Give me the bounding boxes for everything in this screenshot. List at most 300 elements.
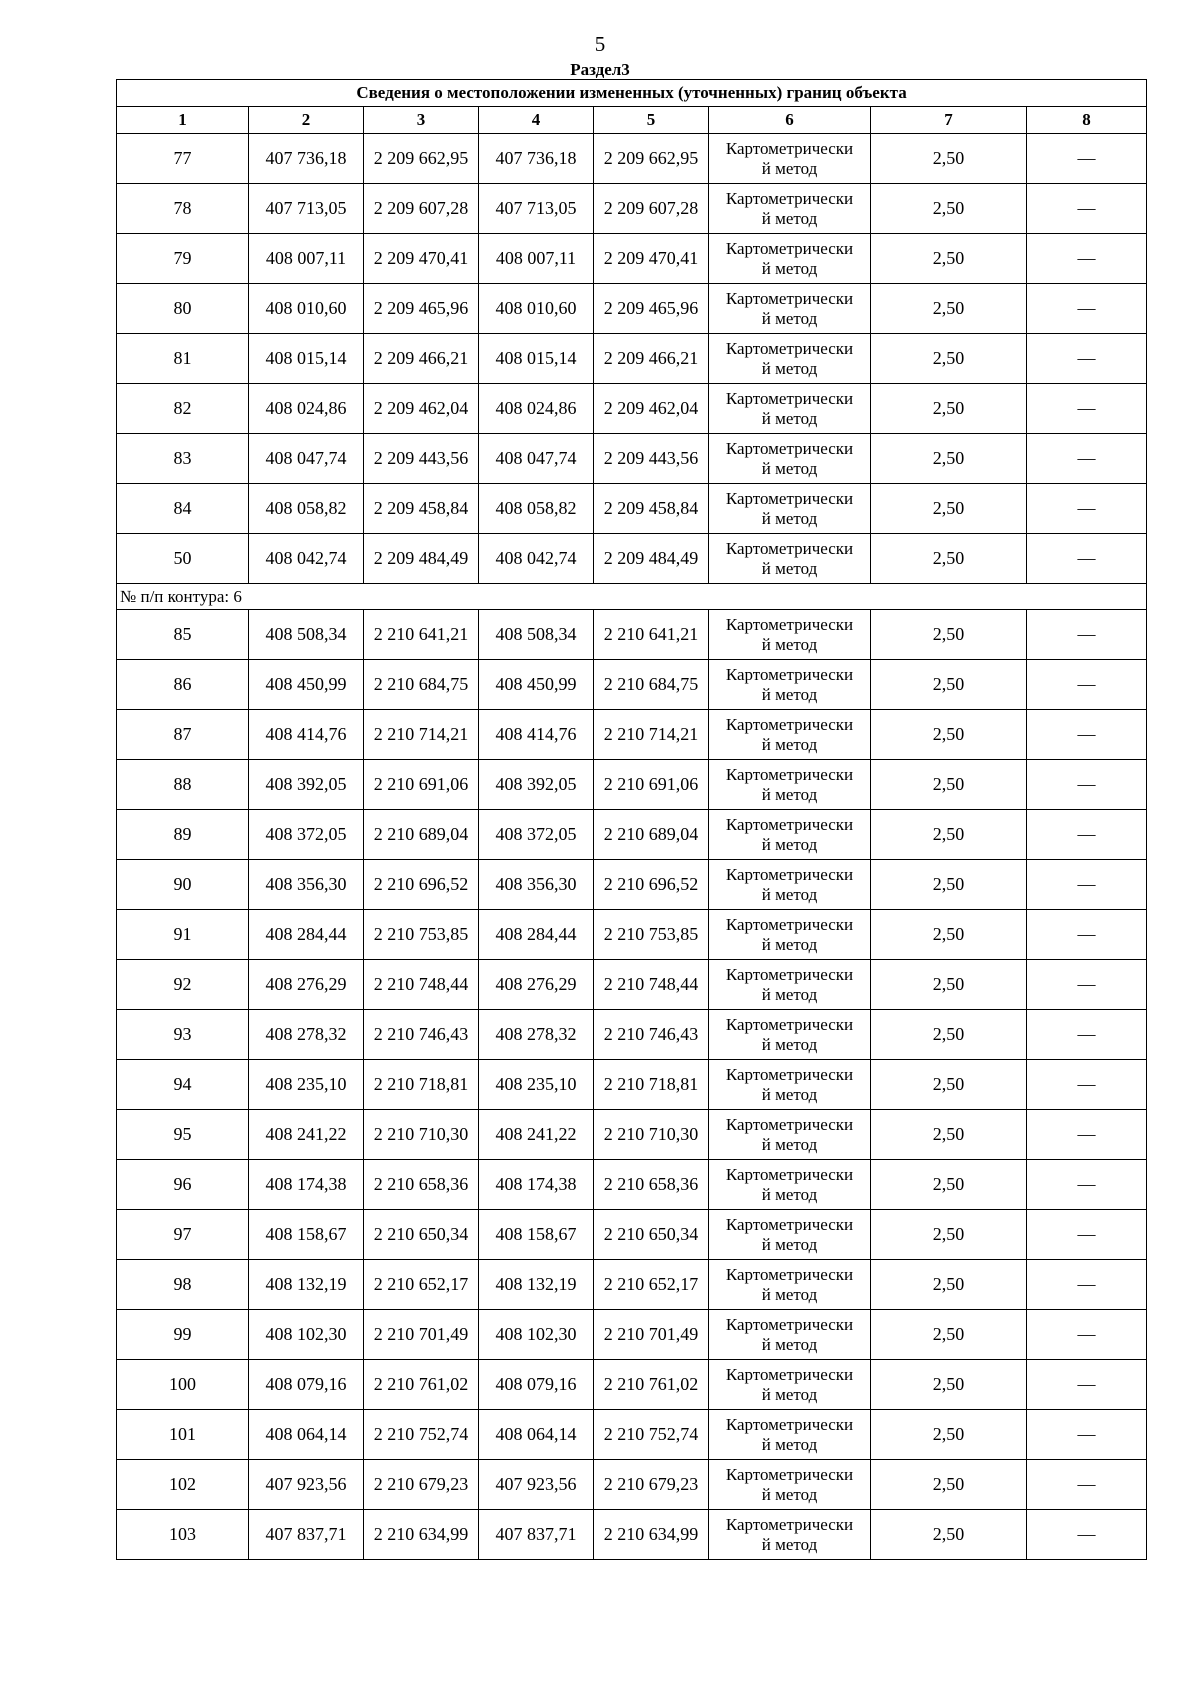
method-cell [709, 1010, 871, 1060]
method-cell [709, 184, 871, 234]
existing-x-cell: 408 064,14 [249, 1410, 364, 1460]
refined-y-cell: 2 210 710,30 [594, 1110, 709, 1160]
method-text-line: й метод [761, 1284, 818, 1304]
method-text-line: й метод [761, 734, 818, 754]
method-text-line: Картометрически [725, 1214, 854, 1234]
refined-x-cell: 408 276,29 [479, 960, 594, 1010]
method-text-line: Картометрически [725, 338, 854, 358]
refined-y-cell: 2 210 691,06 [594, 760, 709, 810]
existing-y-cell: 2 209 484,49 [364, 534, 479, 584]
existing-x-cell: 408 278,32 [249, 1010, 364, 1060]
method-cell [709, 1410, 871, 1460]
method-text-line: Картометрически [725, 388, 854, 408]
existing-y-cell: 2 210 748,44 [364, 960, 479, 1010]
existing-x-cell: 408 079,16 [249, 1360, 364, 1410]
method-cell [709, 284, 871, 334]
method-cell [709, 1210, 871, 1260]
method-text-line: й метод [761, 1234, 818, 1254]
point-number-cell: 103 [117, 1510, 249, 1560]
method-text-line: й метод [761, 1184, 818, 1204]
existing-y-cell: 2 210 714,21 [364, 710, 479, 760]
existing-x-cell: 407 837,71 [249, 1510, 364, 1560]
method-text-line: Картометрически [725, 1464, 854, 1484]
note-cell: — [1027, 1460, 1147, 1510]
point-number-cell: 50 [117, 534, 249, 584]
point-number-cell: 87 [117, 710, 249, 760]
method-text-line: Картометрически [725, 1014, 854, 1034]
accuracy-cell: 2,50 [871, 860, 1027, 910]
method-cell [709, 1310, 871, 1360]
refined-y-cell: 2 210 641,21 [594, 610, 709, 660]
section-title: Раздел3 [570, 60, 630, 79]
note-cell: — [1027, 610, 1147, 660]
contour-label: № п/п контура: 6 [117, 584, 1147, 610]
note-cell: — [1027, 910, 1147, 960]
method-text-line: й метод [761, 834, 818, 854]
refined-x-cell: 408 102,30 [479, 1310, 594, 1360]
accuracy-cell: 2,50 [871, 334, 1027, 384]
point-number-cell: 102 [117, 1460, 249, 1510]
method-text-line: Картометрически [725, 1264, 854, 1284]
point-number-cell: 83 [117, 434, 249, 484]
accuracy-cell: 2,50 [871, 1010, 1027, 1060]
refined-x-cell: 408 010,60 [479, 284, 594, 334]
method-cell [709, 134, 871, 184]
existing-y-cell: 2 209 470,41 [364, 234, 479, 284]
existing-x-cell: 408 024,86 [249, 384, 364, 434]
refined-x-cell: 408 508,34 [479, 610, 594, 660]
existing-y-cell: 2 210 689,04 [364, 810, 479, 860]
note-cell: — [1027, 184, 1147, 234]
existing-y-cell: 2 210 710,30 [364, 1110, 479, 1160]
method-text-line: й метод [761, 1534, 818, 1554]
table-row [117, 1460, 1147, 1510]
table-row [117, 1210, 1147, 1260]
point-number-cell: 92 [117, 960, 249, 1010]
method-text-line: й метод [761, 308, 818, 328]
refined-y-cell: 2 210 748,44 [594, 960, 709, 1010]
note-cell: — [1027, 434, 1147, 484]
refined-y-cell: 2 210 753,85 [594, 910, 709, 960]
note-cell: — [1027, 810, 1147, 860]
table-row [117, 1260, 1147, 1310]
method-text-line: Картометрически [725, 1114, 854, 1134]
refined-x-cell: 408 024,86 [479, 384, 594, 434]
existing-x-cell: 408 414,76 [249, 710, 364, 760]
method-text-line: й метод [761, 984, 818, 1004]
existing-x-cell: 408 276,29 [249, 960, 364, 1010]
note-cell: — [1027, 484, 1147, 534]
existing-x-cell: 408 372,05 [249, 810, 364, 860]
refined-y-cell: 2 210 684,75 [594, 660, 709, 710]
refined-x-cell: 408 356,30 [479, 860, 594, 910]
method-cell [709, 860, 871, 910]
refined-x-cell: 408 235,10 [479, 1060, 594, 1110]
method-text-line: й метод [761, 1434, 818, 1454]
existing-y-cell: 2 210 679,23 [364, 1460, 479, 1510]
existing-y-cell: 2 210 752,74 [364, 1410, 479, 1460]
existing-y-cell: 2 210 641,21 [364, 610, 479, 660]
refined-y-cell: 2 209 470,41 [594, 234, 709, 284]
point-number-cell: 81 [117, 334, 249, 384]
refined-x-cell: 408 079,16 [479, 1360, 594, 1410]
note-cell: — [1027, 1360, 1147, 1410]
existing-x-cell: 408 102,30 [249, 1310, 364, 1360]
accuracy-cell: 2,50 [871, 960, 1027, 1010]
table-row [117, 484, 1147, 534]
refined-y-cell: 2 210 718,81 [594, 1060, 709, 1110]
accuracy-cell: 2,50 [871, 1310, 1027, 1360]
table-row [117, 384, 1147, 434]
method-text-line: Картометрически [725, 1064, 854, 1084]
note-cell: — [1027, 760, 1147, 810]
method-text-line: й метод [761, 1034, 818, 1054]
refined-y-cell: 2 210 650,34 [594, 1210, 709, 1260]
table-row [117, 710, 1147, 760]
point-number-cell: 89 [117, 810, 249, 860]
note-cell: — [1027, 1060, 1147, 1110]
table-row [117, 434, 1147, 484]
existing-y-cell: 2 209 466,21 [364, 334, 479, 384]
point-number-cell: 85 [117, 610, 249, 660]
refined-x-cell: 407 736,18 [479, 134, 594, 184]
page-number: 5 [594, 32, 606, 56]
accuracy-cell: 2,50 [871, 1060, 1027, 1110]
note-cell: — [1027, 1510, 1147, 1560]
existing-x-cell: 408 241,22 [249, 1110, 364, 1160]
method-text-line: й метод [761, 358, 818, 378]
accuracy-cell: 2,50 [871, 234, 1027, 284]
table-row [117, 184, 1147, 234]
point-number-cell: 78 [117, 184, 249, 234]
table-row [117, 1410, 1147, 1460]
accuracy-cell: 2,50 [871, 184, 1027, 234]
existing-x-cell: 407 736,18 [249, 134, 364, 184]
method-cell [709, 810, 871, 860]
table-row [117, 534, 1147, 584]
table-row [117, 284, 1147, 334]
refined-y-cell: 2 209 662,95 [594, 134, 709, 184]
existing-x-cell: 408 015,14 [249, 334, 364, 384]
method-cell [709, 710, 871, 760]
existing-y-cell: 2 210 701,49 [364, 1310, 479, 1360]
existing-x-cell: 408 508,34 [249, 610, 364, 660]
existing-y-cell: 2 210 753,85 [364, 910, 479, 960]
refined-x-cell: 408 132,19 [479, 1260, 594, 1310]
method-text-line: Картометрически [725, 488, 854, 508]
existing-y-cell: 2 209 443,56 [364, 434, 479, 484]
accuracy-cell: 2,50 [871, 1160, 1027, 1210]
column-number: 6 [709, 107, 871, 134]
accuracy-cell: 2,50 [871, 710, 1027, 760]
column-number: 2 [249, 107, 364, 134]
method-cell [709, 534, 871, 584]
table-caption-row [117, 80, 1147, 107]
method-text-line: й метод [761, 458, 818, 478]
refined-x-cell: 408 015,14 [479, 334, 594, 384]
table-row [117, 610, 1147, 660]
existing-x-cell: 408 450,99 [249, 660, 364, 710]
method-text-line: Картометрически [725, 814, 854, 834]
column-numbers-row [117, 107, 1147, 134]
point-number-cell: 91 [117, 910, 249, 960]
existing-y-cell: 2 210 652,17 [364, 1260, 479, 1310]
accuracy-cell: 2,50 [871, 384, 1027, 434]
note-cell: — [1027, 1310, 1147, 1360]
existing-x-cell: 408 047,74 [249, 434, 364, 484]
refined-y-cell: 2 210 696,52 [594, 860, 709, 910]
column-number: 1 [117, 107, 249, 134]
method-text-line: Картометрически [725, 764, 854, 784]
method-text-line: й метод [761, 1084, 818, 1104]
method-text-line: й метод [761, 558, 818, 578]
note-cell: — [1027, 960, 1147, 1010]
point-number-cell: 96 [117, 1160, 249, 1210]
table-row [117, 234, 1147, 284]
method-text-line: Картометрически [725, 438, 854, 458]
method-text-line: й метод [761, 634, 818, 654]
existing-x-cell: 408 356,30 [249, 860, 364, 910]
method-text-line: й метод [761, 934, 818, 954]
existing-x-cell: 408 007,11 [249, 234, 364, 284]
note-cell: — [1027, 134, 1147, 184]
note-cell: — [1027, 1110, 1147, 1160]
method-cell [709, 234, 871, 284]
method-cell [709, 334, 871, 384]
accuracy-cell: 2,50 [871, 910, 1027, 960]
note-cell: — [1027, 284, 1147, 334]
method-text-line: Картометрически [725, 1364, 854, 1384]
accuracy-cell: 2,50 [871, 434, 1027, 484]
refined-x-cell: 407 837,71 [479, 1510, 594, 1560]
existing-y-cell: 2 210 658,36 [364, 1160, 479, 1210]
method-text-line: Картометрически [725, 1314, 854, 1334]
method-text-line: й метод [761, 1334, 818, 1354]
accuracy-cell: 2,50 [871, 1410, 1027, 1460]
point-number-cell: 95 [117, 1110, 249, 1160]
method-text-line: Картометрически [725, 864, 854, 884]
accuracy-cell: 2,50 [871, 134, 1027, 184]
method-cell [709, 1060, 871, 1110]
refined-y-cell: 2 209 466,21 [594, 334, 709, 384]
refined-x-cell: 408 414,76 [479, 710, 594, 760]
method-text-line: Картометрически [725, 138, 854, 158]
accuracy-cell: 2,50 [871, 1360, 1027, 1410]
method-text-line: Картометрически [725, 964, 854, 984]
method-cell [709, 760, 871, 810]
method-text-line: й метод [761, 408, 818, 428]
column-number: 3 [364, 107, 479, 134]
method-text-line: Картометрически [725, 538, 854, 558]
method-text-line: Картометрически [725, 288, 854, 308]
accuracy-cell: 2,50 [871, 610, 1027, 660]
table-row [117, 910, 1147, 960]
point-number-cell: 94 [117, 1060, 249, 1110]
method-text-line: й метод [761, 784, 818, 804]
refined-x-cell: 408 042,74 [479, 534, 594, 584]
note-cell: — [1027, 384, 1147, 434]
refined-y-cell: 2 209 443,56 [594, 434, 709, 484]
method-cell [709, 1110, 871, 1160]
point-number-cell: 82 [117, 384, 249, 434]
method-text-line: й метод [761, 258, 818, 278]
accuracy-cell: 2,50 [871, 1210, 1027, 1260]
method-text-line: й метод [761, 158, 818, 178]
refined-y-cell: 2 209 484,49 [594, 534, 709, 584]
existing-x-cell: 408 042,74 [249, 534, 364, 584]
existing-x-cell: 408 392,05 [249, 760, 364, 810]
method-text-line: й метод [761, 1384, 818, 1404]
point-number-cell: 99 [117, 1310, 249, 1360]
accuracy-cell: 2,50 [871, 534, 1027, 584]
table-row [117, 860, 1147, 910]
method-text-line: Картометрически [725, 1414, 854, 1434]
method-text-line: й метод [761, 1484, 818, 1504]
method-cell [709, 1510, 871, 1560]
method-text-line: й метод [761, 1134, 818, 1154]
table-row [117, 760, 1147, 810]
point-number-cell: 86 [117, 660, 249, 710]
note-cell: — [1027, 234, 1147, 284]
point-number-cell: 98 [117, 1260, 249, 1310]
method-text-line: Картометрически [725, 714, 854, 734]
refined-x-cell: 408 392,05 [479, 760, 594, 810]
column-number: 8 [1027, 107, 1147, 134]
existing-x-cell: 408 058,82 [249, 484, 364, 534]
point-number-cell: 88 [117, 760, 249, 810]
note-cell: — [1027, 1260, 1147, 1310]
method-text-line: Картометрически [725, 914, 854, 934]
refined-y-cell: 2 209 607,28 [594, 184, 709, 234]
note-cell: — [1027, 860, 1147, 910]
refined-y-cell: 2 209 458,84 [594, 484, 709, 534]
point-number-cell: 100 [117, 1360, 249, 1410]
method-text-line: й метод [761, 684, 818, 704]
table-row [117, 1060, 1147, 1110]
existing-y-cell: 2 209 458,84 [364, 484, 479, 534]
refined-y-cell: 2 210 634,99 [594, 1510, 709, 1560]
existing-y-cell: 2 209 662,95 [364, 134, 479, 184]
point-number-cell: 77 [117, 134, 249, 184]
existing-x-cell: 407 713,05 [249, 184, 364, 234]
note-cell: — [1027, 1010, 1147, 1060]
table-row [117, 660, 1147, 710]
column-number: 4 [479, 107, 594, 134]
table-row [117, 1110, 1147, 1160]
method-cell [709, 1260, 871, 1310]
refined-x-cell: 408 174,38 [479, 1160, 594, 1210]
existing-x-cell: 408 010,60 [249, 284, 364, 334]
note-cell: — [1027, 1210, 1147, 1260]
method-text-line: Картометрически [725, 238, 854, 258]
table-row [117, 1510, 1147, 1560]
existing-y-cell: 2 209 462,04 [364, 384, 479, 434]
table-row [117, 134, 1147, 184]
refined-x-cell: 408 158,67 [479, 1210, 594, 1260]
table-row [117, 1160, 1147, 1210]
method-text-line: й метод [761, 508, 818, 528]
table-row [117, 334, 1147, 384]
method-cell [709, 910, 871, 960]
point-number-cell: 84 [117, 484, 249, 534]
refined-x-cell: 407 713,05 [479, 184, 594, 234]
contour-header-row [117, 584, 1147, 610]
accuracy-cell: 2,50 [871, 284, 1027, 334]
method-text-line: Картометрически [725, 1514, 854, 1534]
method-cell [709, 1360, 871, 1410]
refined-x-cell: 408 007,11 [479, 234, 594, 284]
refined-x-cell: 407 923,56 [479, 1460, 594, 1510]
refined-y-cell: 2 209 465,96 [594, 284, 709, 334]
existing-y-cell: 2 210 684,75 [364, 660, 479, 710]
refined-x-cell: 408 284,44 [479, 910, 594, 960]
refined-x-cell: 408 450,99 [479, 660, 594, 710]
existing-y-cell: 2 209 607,28 [364, 184, 479, 234]
point-number-cell: 90 [117, 860, 249, 910]
accuracy-cell: 2,50 [871, 1510, 1027, 1560]
note-cell: — [1027, 534, 1147, 584]
table-caption: Сведения о местоположении измененных (уточненных) границ объекта [117, 80, 1147, 107]
table-row [117, 960, 1147, 1010]
method-text-line: й метод [761, 884, 818, 904]
accuracy-cell: 2,50 [871, 760, 1027, 810]
refined-x-cell: 408 064,14 [479, 1410, 594, 1460]
existing-x-cell: 408 132,19 [249, 1260, 364, 1310]
table-row [117, 810, 1147, 860]
refined-x-cell: 408 047,74 [479, 434, 594, 484]
note-cell: — [1027, 1410, 1147, 1460]
refined-x-cell: 408 278,32 [479, 1010, 594, 1060]
table-row [117, 1310, 1147, 1360]
refined-y-cell: 2 210 746,43 [594, 1010, 709, 1060]
method-text-line: Картометрически [725, 1164, 854, 1184]
existing-y-cell: 2 210 696,52 [364, 860, 479, 910]
existing-y-cell: 2 210 718,81 [364, 1060, 479, 1110]
existing-y-cell: 2 210 761,02 [364, 1360, 479, 1410]
point-number-cell: 93 [117, 1010, 249, 1060]
table-row [117, 1360, 1147, 1410]
existing-y-cell: 2 210 650,34 [364, 1210, 479, 1260]
accuracy-cell: 2,50 [871, 810, 1027, 860]
method-text-line: Картометрически [725, 188, 854, 208]
refined-y-cell: 2 209 462,04 [594, 384, 709, 434]
accuracy-cell: 2,50 [871, 1260, 1027, 1310]
method-cell [709, 660, 871, 710]
refined-y-cell: 2 210 689,04 [594, 810, 709, 860]
existing-y-cell: 2 210 691,06 [364, 760, 479, 810]
refined-y-cell: 2 210 658,36 [594, 1160, 709, 1210]
refined-y-cell: 2 210 679,23 [594, 1460, 709, 1510]
boundary-coordinates-table [116, 79, 1147, 1560]
method-text-line: Картометрически [725, 664, 854, 684]
note-cell: — [1027, 660, 1147, 710]
column-number: 5 [594, 107, 709, 134]
refined-y-cell: 2 210 761,02 [594, 1360, 709, 1410]
method-cell [709, 484, 871, 534]
refined-y-cell: 2 210 714,21 [594, 710, 709, 760]
note-cell: — [1027, 334, 1147, 384]
existing-y-cell: 2 210 746,43 [364, 1010, 479, 1060]
method-cell [709, 434, 871, 484]
existing-x-cell: 408 235,10 [249, 1060, 364, 1110]
existing-x-cell: 407 923,56 [249, 1460, 364, 1510]
accuracy-cell: 2,50 [871, 1460, 1027, 1510]
accuracy-cell: 2,50 [871, 484, 1027, 534]
method-cell [709, 1460, 871, 1510]
note-cell: — [1027, 710, 1147, 760]
method-text-line: Картометрически [725, 614, 854, 634]
point-number-cell: 79 [117, 234, 249, 284]
